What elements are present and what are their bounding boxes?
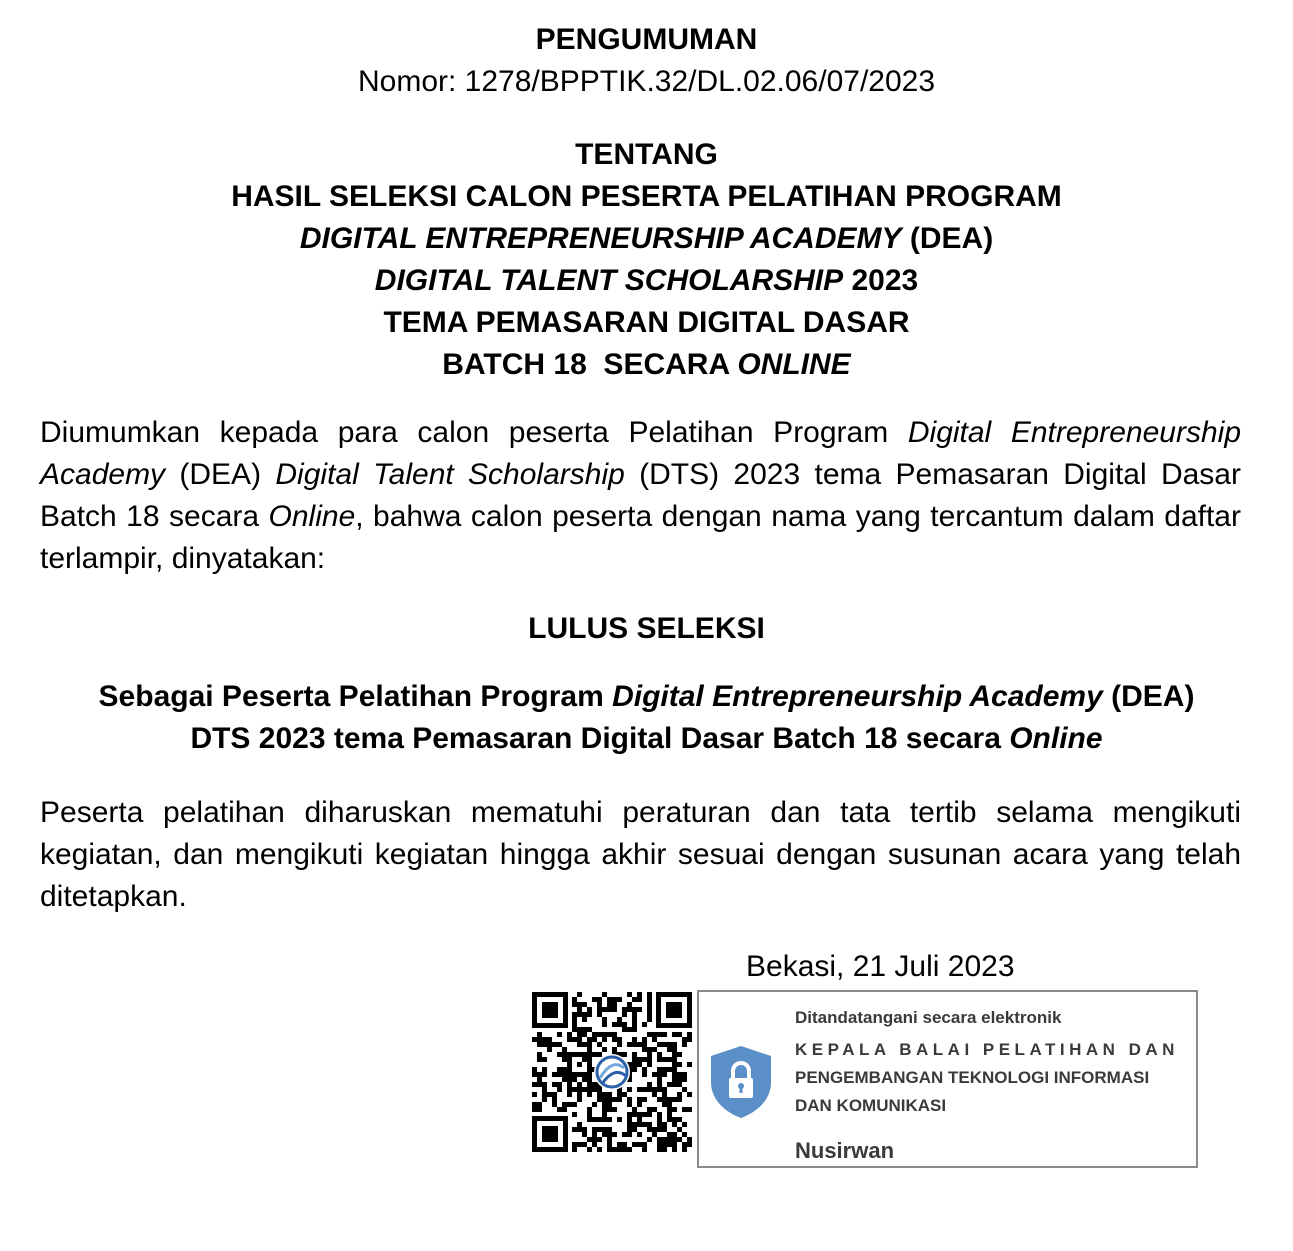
subject-line-2-italic: DIGITAL ENTREPRENEURSHIP ACADEMY xyxy=(299,222,902,255)
result-line-1 xyxy=(0,676,1293,718)
para1-italic-1: Digital Entrepreneurship Academy xyxy=(40,416,1241,491)
subject-line-5 xyxy=(0,344,1293,386)
signer-position xyxy=(795,1036,1191,1120)
subject-line-2 xyxy=(0,218,1293,260)
result-line-1-post: (DEA) xyxy=(1102,680,1195,713)
para1-text-2: (DEA) xyxy=(165,458,276,491)
para1-italic-2: Digital Talent Scholarship xyxy=(275,458,625,491)
subject-line-3-italic: DIGITAL TALENT SCHOLARSHIP xyxy=(374,264,844,297)
qr-code-icon xyxy=(532,992,692,1152)
subject-line-4: TEMA PEMASARAN DIGITAL DASAR xyxy=(383,306,910,339)
page-title: PENGUMUMAN xyxy=(535,23,758,56)
electronic-signature-box xyxy=(697,990,1198,1168)
result-line-1-italic: Digital Entrepreneurship Academy xyxy=(612,680,1103,713)
place-date: Bekasi, 21 Juli 2023 xyxy=(746,950,1015,983)
subject-block xyxy=(0,134,1293,386)
signer-position-line-2: PENGEMBANGAN TEKNOLOGI INFORMASI xyxy=(795,1068,1150,1087)
result-line-1-pre: Sebagai Peserta Pelatihan Program xyxy=(98,680,613,713)
announcement-paragraph xyxy=(40,412,1241,580)
signed-label: Ditandatangani secara elektronik xyxy=(795,1008,1062,1027)
result-description xyxy=(0,676,1293,760)
para1-text-3: (DTS) 2023 tema Pemasaran Digital Dasar Batch 18 secara xyxy=(40,458,1241,533)
document-number: Nomor: 1278/BPPTIK.32/DL.02.06/07/2023 xyxy=(357,65,936,98)
signer-position-line-1: KEPALA BALAI PELATIHAN DAN xyxy=(795,1040,1179,1059)
result-line-2-pre: DTS 2023 tema Pemasaran Digital Dasar Batch 18 secara xyxy=(190,722,1010,755)
result-heading: LULUS SELEKSI xyxy=(528,612,765,645)
para1-text-4: , bahwa calon peserta dengan nama yang tercantum dalam daftar terlampir, dinyatakan: xyxy=(40,500,1241,575)
signer-position-line-3: DAN KOMUNIKASI xyxy=(795,1096,947,1115)
result-line-2-italic: Online xyxy=(1009,722,1103,755)
shield-lock-icon xyxy=(707,1044,775,1120)
subject-line-3-rest: 2023 xyxy=(843,264,919,297)
subject-line-5-pre: BATCH 18 SECARA xyxy=(442,348,738,381)
para1-italic-3: Online xyxy=(268,500,356,533)
subject-line-3 xyxy=(0,260,1293,302)
para1-text-1: Diumumkan kepada para calon peserta Pelatihan Program xyxy=(40,416,908,449)
subject-line-1: HASIL SELEKSI CALON PESERTA PELATIHAN PROGRAM xyxy=(231,180,1062,213)
rules-paragraph: Peserta pelatihan diharuskan mematuhi peraturan dan tata tertib selama mengikuti kegiatan, dan mengikuti kegiatan hingga akhir sesuai dengan susunan acara yang telah ditetapkan. xyxy=(40,796,1241,913)
subject-line-5-italic: ONLINE xyxy=(737,348,851,381)
subject-line-2-rest: (DEA) xyxy=(901,222,994,255)
signer-name: Nusirwan xyxy=(795,1138,895,1163)
result-line-2 xyxy=(0,718,1293,760)
subject-tentang: TENTANG xyxy=(575,138,718,171)
